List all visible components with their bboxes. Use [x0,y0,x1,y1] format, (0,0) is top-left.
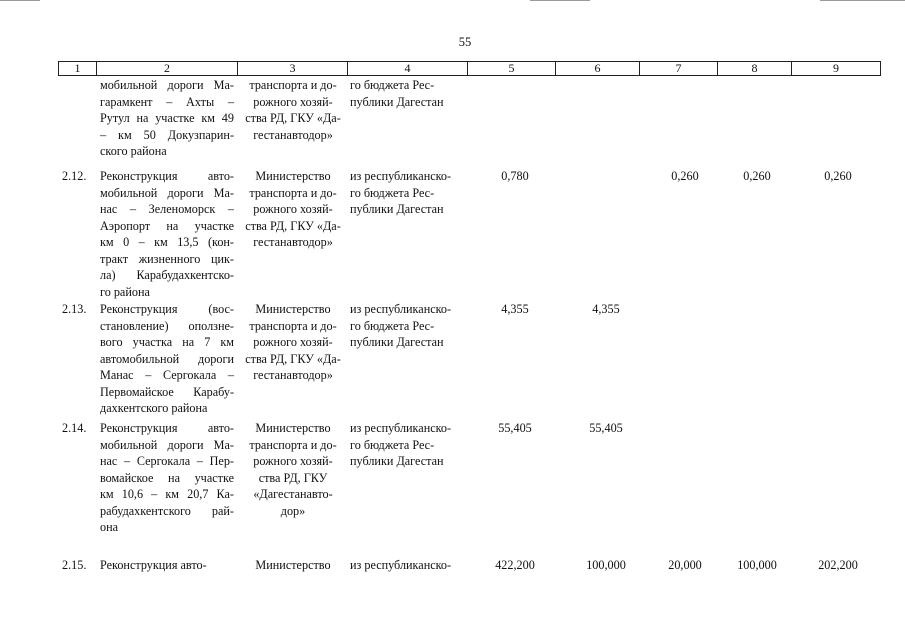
column-header-8: 8 [718,62,792,76]
project-name-line: Реконструкция авто- [100,421,234,435]
row-number: 2.12. [62,169,87,183]
column-header-9: 9 [792,62,881,76]
project-name-line: Первомайское Карабу- [100,384,234,399]
responsible-org-line: гестанавтодор» [253,368,333,382]
project-name-line: тракт жизненного цик- [100,251,234,266]
column-header-4: 4 [348,62,468,76]
responsible-org-line: «Дагестанавто- [253,487,333,501]
value-col-5: 55,405 [498,421,532,435]
funding-source [350,420,462,470]
responsible-org-line: ства РД, ГКУ «Да- [245,111,341,125]
project-name-line: Реконструкция авто- [100,169,234,183]
responsible-org-line: ства РД, ГКУ «Да- [245,351,341,366]
responsible-org-line: транспорта и до- [249,318,337,333]
project-name-line: – км 50 Докузпарин- [100,127,234,142]
project-name-line: Манас – Сергокала – [100,368,234,382]
funding-source-line: го бюджета Рес- [350,437,435,452]
responsible-org-line: Министерство [255,302,331,316]
funding-source-line: публики Дагестан [350,335,444,349]
project-name-line: Аэропорт на участке [100,218,234,233]
responsible-org-line: ства РД, ГКУ [258,470,328,485]
project-name-line: км 10,6 – км 20,7 Ка- [100,487,234,501]
funding-source [350,168,462,218]
project-name [100,77,234,160]
responsible-org [240,420,346,519]
responsible-org-line: Министерство [255,169,331,183]
row-number: 2.14. [62,421,87,435]
project-name-line: мобильной дороги Ма- [100,185,234,200]
responsible-org [240,557,346,574]
funding-source [350,301,462,351]
column-header-2: 2 [97,62,238,76]
project-name-line: го района [100,284,150,299]
funding-source-line: го бюджета Рес- [350,78,435,92]
responsible-org-line: дор» [280,503,306,518]
project-name-line: дахкентского района [100,401,208,415]
funding-source-line: публики Дагестан [350,454,444,468]
value-col-7: 20,000 [668,558,702,572]
project-name-line: км 0 – км 13,5 (кон- [100,235,234,249]
value-col-7: 0,260 [671,169,699,183]
responsible-org-line: Министерство [255,558,331,572]
value-col-8: 100,000 [737,558,777,572]
responsible-org-line: транспорта и до- [249,437,337,452]
project-name-line: вомайское на участке [100,470,234,485]
responsible-org-line: Министерство [255,421,331,435]
responsible-org-line: гестанавтодор» [253,127,333,142]
column-header-5: 5 [468,62,556,76]
funding-source-line: из республиканско- [350,169,452,183]
column-header-3: 3 [238,62,348,76]
value-col-6: 100,000 [586,558,626,572]
responsible-org-line: транспорта и до- [249,185,337,200]
value-col-6: 55,405 [589,421,623,435]
project-name-line: мобильной дороги Ма- [100,78,234,92]
project-name-line: Реконструкция (вос- [100,302,234,316]
funding-source-line: го бюджета Рес- [350,318,435,333]
funding-source-line: из республиканско- [350,558,452,572]
project-name-line: нас – Сергокала – Пер- [100,454,234,468]
responsible-org-line: рожного хозяй- [253,202,333,216]
responsible-org-line: транспорта и до- [249,78,337,92]
value-col-5: 422,200 [495,558,535,572]
responsible-org [240,168,346,251]
project-name-line: автомобильной дороги [100,351,234,366]
project-name-line: Рутул на участке км 49 [100,111,234,125]
funding-source [350,557,462,574]
top-rule-right [530,0,590,1]
project-name-line: становление) оползне- [100,318,234,333]
responsible-org-line: рожного хозяй- [253,454,333,468]
column-header-1: 1 [59,62,97,76]
project-name-line: ла) Карабудахкентско- [100,268,234,282]
funding-source-line: из республиканско- [350,421,452,435]
funding-source-line: го бюджета Рес- [350,185,435,200]
project-name-line: ского района [100,144,167,158]
top-rule-left [0,0,40,1]
responsible-org-line: рожного хозяй- [253,94,333,109]
funding-source-line: из республиканско- [350,302,452,316]
funding-source [350,77,462,110]
page-number: 55 [458,35,472,49]
value-col-6: 4,355 [592,302,620,316]
value-col-8: 0,260 [743,169,771,183]
responsible-org-line: гестанавтодор» [253,235,333,249]
value-col-5: 4,355 [501,302,529,316]
value-col-5: 0,780 [501,169,529,183]
project-name-line: она [100,520,119,534]
project-name [100,301,234,417]
project-name [100,420,234,536]
project-name [100,168,234,300]
row-number: 2.15. [62,558,87,572]
responsible-org [240,77,346,143]
project-name-line: Реконструкция авто- [100,558,207,572]
project-name [100,557,234,574]
responsible-org-line: рожного хозяй- [253,335,333,349]
row-number: 2.13. [62,302,87,316]
column-header-7: 7 [640,62,718,76]
top-rule-far-right [820,0,905,1]
project-name-line: гарамкент – Ахты – [100,94,234,109]
project-name-line: вого участка на 7 км [100,335,234,349]
funding-source-line: публики Дагестан [350,94,444,109]
funding-source-line: публики Дагестан [350,202,444,216]
project-name-line: нас – Зеленоморск – [100,202,234,216]
value-col-9: 0,260 [824,169,852,183]
responsible-org-line: ства РД, ГКУ «Да- [245,218,341,233]
project-name-line: рабудахкентского рай- [100,503,234,518]
project-name-line: мобильной дороги Ма- [100,437,234,452]
value-col-9: 202,200 [818,558,858,572]
responsible-org [240,301,346,384]
column-header-6: 6 [556,62,640,76]
column-header-row [58,61,881,76]
